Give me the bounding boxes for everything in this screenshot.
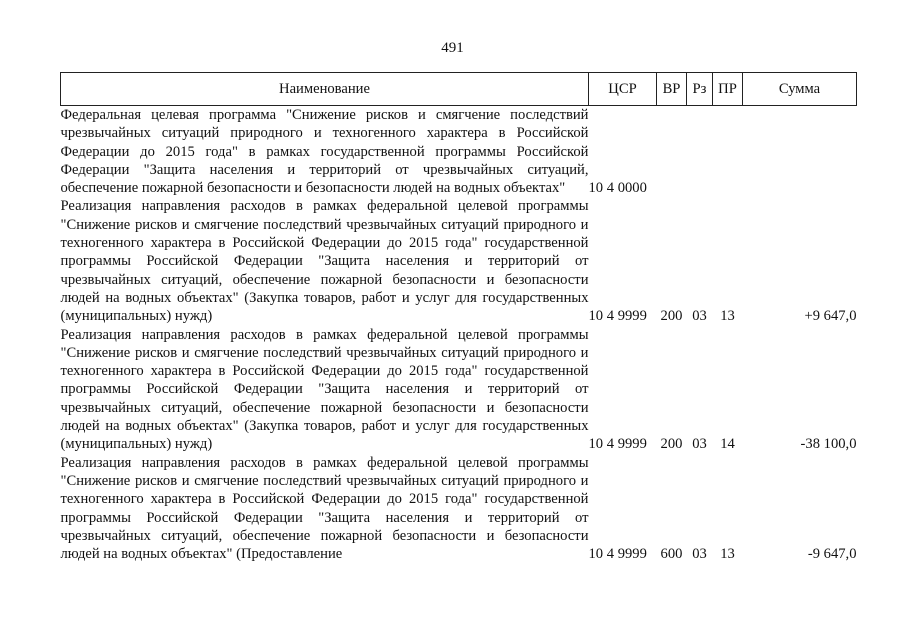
row-sum: -38 100,0	[800, 436, 857, 453]
header-sum: Сумма	[743, 73, 857, 106]
row-sum: -9 647,0	[807, 546, 857, 563]
row-name: Реализация направления расходов в рамках федеральной целевой программы "Снижение рисков и смягчение последствий чрезвычайных ситуаций природного и техногенного характера в Российской Федерации до 2015 года" государственной программы Российской Федерации "Защита населения и территорий от чрезвычайных ситуаций, обеспечение пожарной безопасности и безопасности людей на водных объектах" (Закупка товаров, работ и услуг для государственных (муниципальных) нужд)	[60, 198, 589, 325]
budget-table	[60, 72, 857, 563]
table-row	[61, 454, 857, 564]
row-vr: 600	[660, 546, 683, 563]
row-csr: 10 4 9999	[588, 546, 647, 563]
row-name: Реализация направления расходов в рамках федеральной целевой программы "Снижение рисков и смягчение последствий чрезвычайных ситуаций природного и техногенного характера в Российской Федерации до 2015 года" государственной программы Российской Федерации "Защита населения и территорий от чрезвычайных ситуаций, обеспечение пожарной безопасности и безопасности людей на водных объектах" (Закупка товаров, работ и услуг для государственных (муниципальных) нужд)	[60, 326, 589, 453]
row-vr: 200	[660, 436, 683, 453]
page-number: 491	[441, 40, 464, 56]
row-csr: 10 4 0000	[588, 180, 647, 197]
row-vr	[657, 106, 687, 198]
row-pr: 13	[720, 546, 735, 563]
row-rz: 03	[692, 546, 707, 563]
row-pr: 14	[720, 436, 735, 453]
row-pr: 13	[720, 308, 735, 325]
table-row	[61, 197, 857, 325]
row-csr: 10 4 9999	[588, 308, 647, 325]
row-name: Федеральная целевая программа "Снижение рисков и смягчение последствий чрезвычайных ситуаций природного и техногенного характера в Российской Федерации до 2015 года" в рамках государственной программы Российской Федерации "Защита населения и территорий от чрезвычайных ситуаций, обеспечение пожарной безопасности и безопасности людей на водных объектах"	[60, 107, 589, 197]
row-rz: 03	[692, 308, 707, 325]
row-rz	[687, 106, 713, 198]
header-name: Наименование	[61, 73, 589, 106]
table-header-row	[61, 73, 857, 106]
header-rz: Рз	[687, 73, 713, 106]
row-name: Реализация направления расходов в рамках федеральной целевой программы "Снижение рисков и смягчение последствий чрезвычайных ситуаций природного и техногенного характера в Российской Федерации до 2015 года" государственной программы Российской Федерации "Защита населения и территорий от чрезвычайных ситуаций, обеспечение пожарной безопасности и безопасности людей на водных объектах" (Предоставление	[60, 454, 589, 563]
table-row	[61, 326, 857, 454]
table-row	[61, 106, 857, 198]
row-vr: 200	[660, 308, 683, 325]
row-pr	[713, 106, 743, 198]
row-sum: +9 647,0	[804, 308, 857, 325]
row-sum	[743, 106, 857, 198]
header-csr: ЦСР	[589, 73, 657, 106]
header-vr: ВР	[657, 73, 687, 106]
header-pr: ПР	[713, 73, 743, 106]
row-csr: 10 4 9999	[588, 436, 647, 453]
row-rz: 03	[692, 436, 707, 453]
